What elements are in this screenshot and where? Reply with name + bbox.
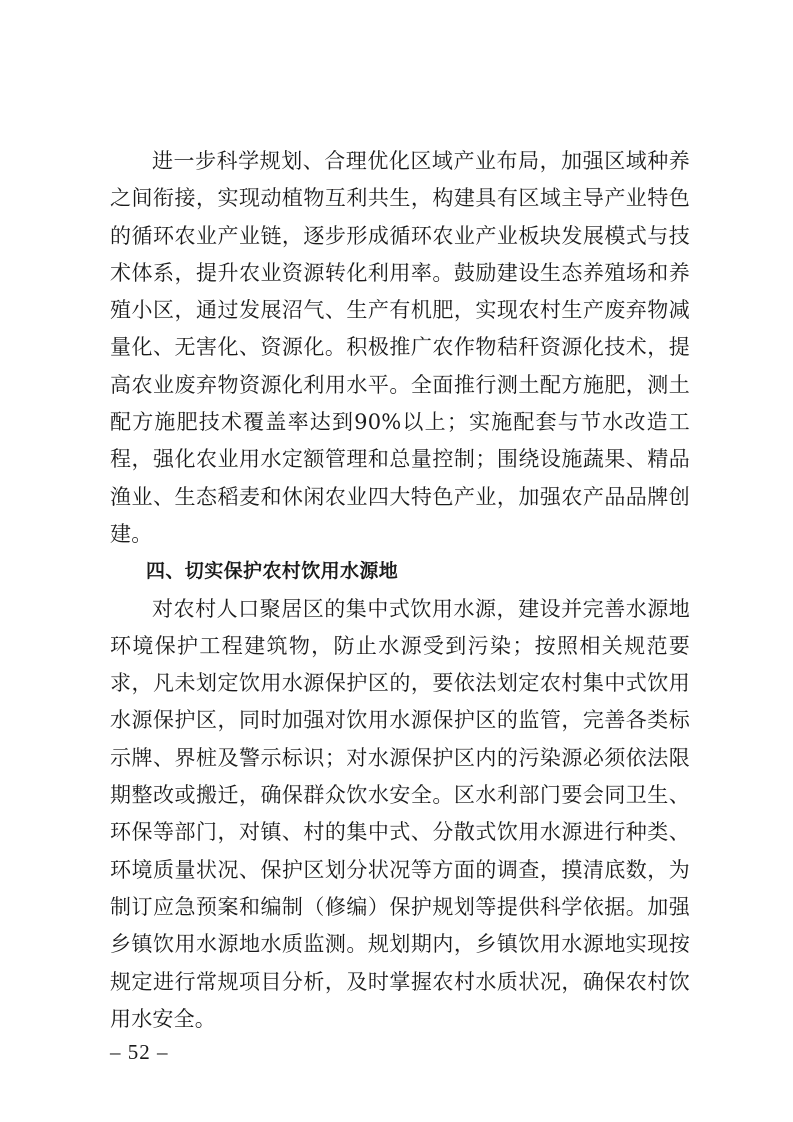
body-paragraph-water-protection: 对农村人口聚居区的集中式饮用水源，建设并完善水源地环境保护工程建筑物，防止水源受到污染；按照相关规范要求，凡未划定饮用水源保护区的，要依法划定农村集中式饮用水源保护区，同时加强对饮用水源保护区的监管，完善各类标示牌、界桩及警示标识；对水源保护区内的污染源必须依法限期整改或搬迁，确保群众饮水安全。区水利部门要会同卫生、环保等部门，对镇、村的集中式、分散式饮用水源进行种类、环境质量状况、保护区划分状况等方面的调查，摸清底数，为制订应急预案和编制（修编）保护规划等提供科学依据。加强乡镇饮用水源地水质监测。规划期内，乡镇饮用水源地实现按规定进行常规项目分析，及时掌握农村水质状况，确保农村饮用水安全。: [110, 596, 690, 1031]
document-body: [110, 143, 690, 1038]
page-number: – 52 –: [110, 1040, 169, 1064]
body-paragraph-circular-agriculture: 进一步科学规划、合理优化区域产业布局，加强区域种养之间衔接，实现动植物互利共生，构建具有区域主导产业特色的循环农业产业链，逐步形成循环农业产业板块发展模式与技术体系，提升农业资源转化利用率。鼓励建设生态养殖场和养殖小区，通过发展沼气、生产有机肥，实现农村生产废弃物减量化、无害化、资源化。积极推广农作物秸秆资源化技术，提高农业废弃物资源化利用水平。全面推行测土配方施肥，测土配方施肥技术覆盖率达到90%以上；实施配套与节水改造工程，强化农业用水定额管理和总量控制；围绕设施蔬果、精品渔业、生态稻麦和休闲农业四大特色产业，加强农产品品牌创建。: [110, 149, 690, 546]
section-heading-water-source: 四、切实保护农村饮用水源地: [146, 560, 399, 583]
